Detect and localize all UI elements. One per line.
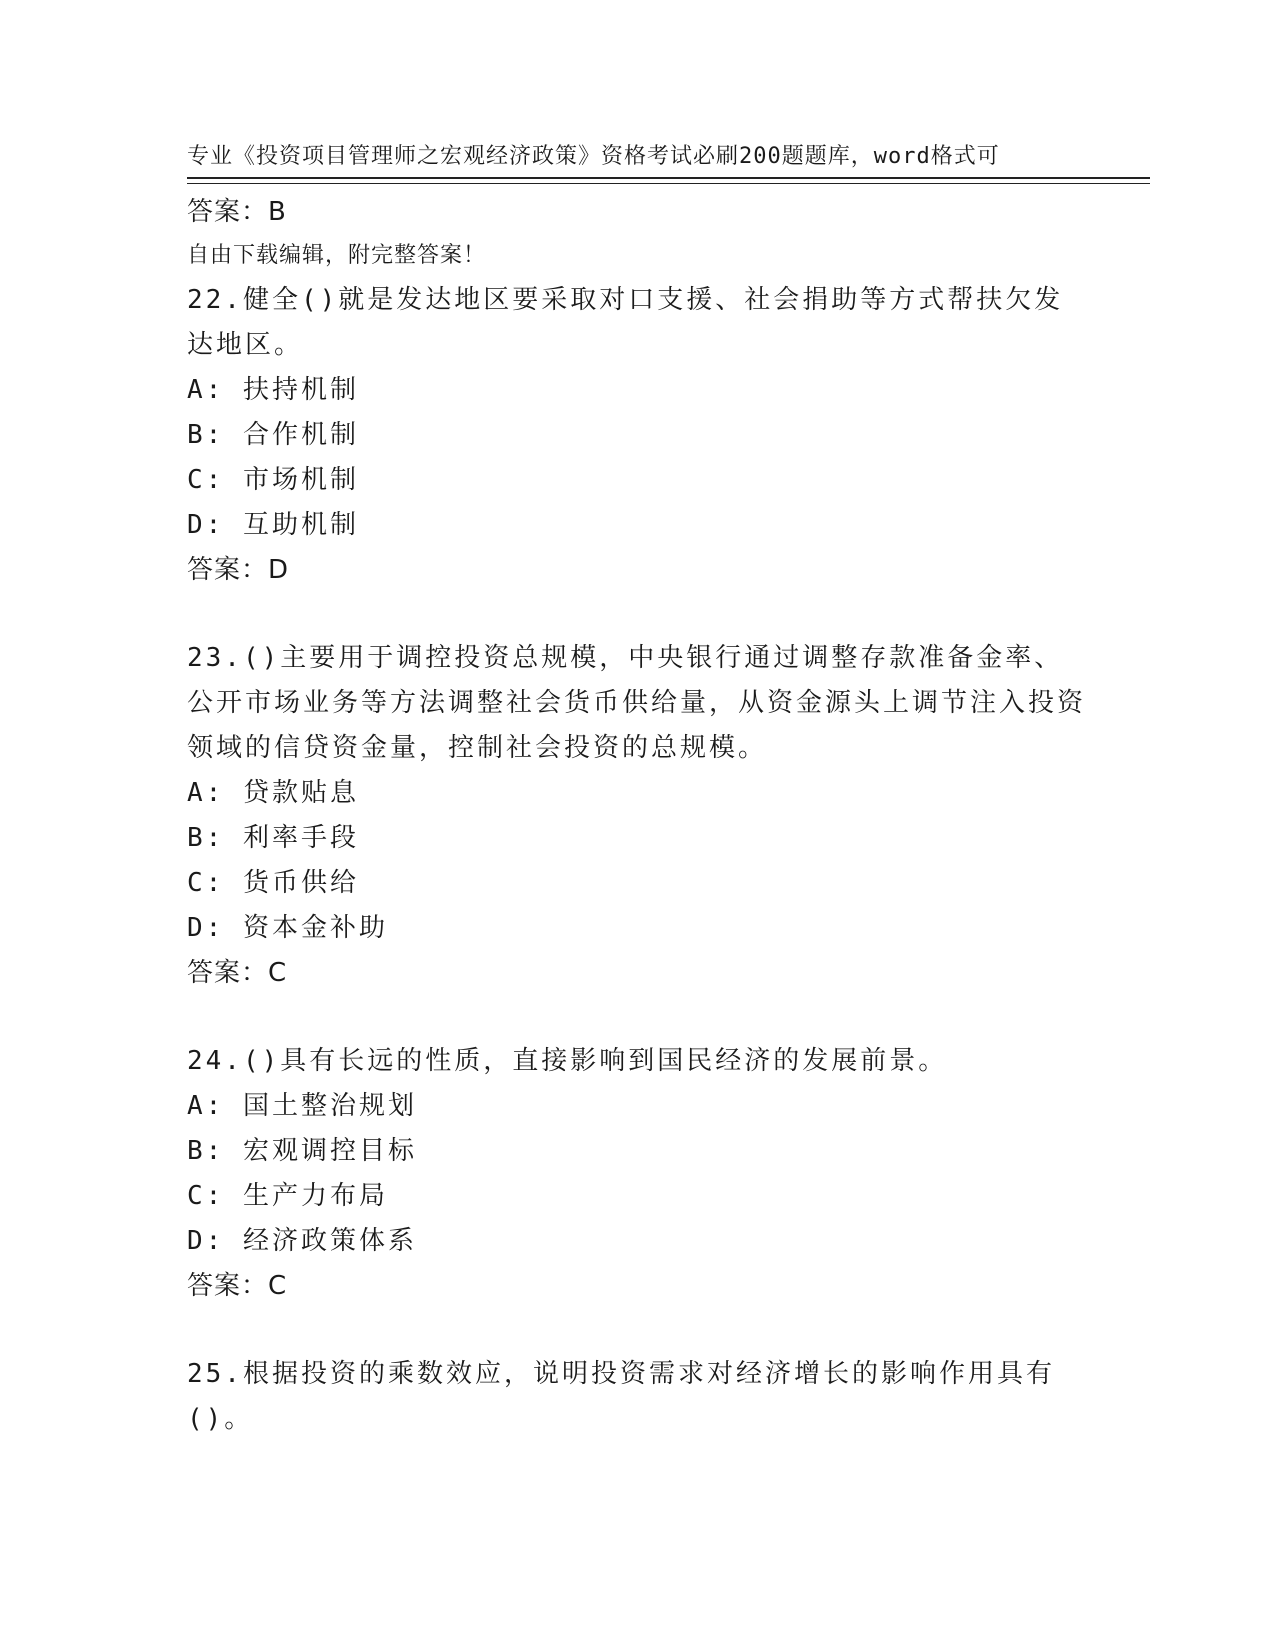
question-answer: 答案：C <box>187 958 288 988</box>
option-c: C: 市场机制 <box>187 465 359 495</box>
question-stem: 22.健全()就是发达地区要采取对口支援、社会捐助等方式帮扶欠发达地区。 <box>187 285 1064 360</box>
option-a: A: 贷款贴息 <box>187 778 359 808</box>
option-b: B: 利率手段 <box>187 823 359 853</box>
option-b: B: 宏观调控目标 <box>187 1136 417 1166</box>
question-stem: 24.()具有长远的性质，直接影响到国民经济的发展前景。 <box>187 1046 948 1076</box>
question-22 <box>187 278 1087 592</box>
question-stem: 25.根据投资的乘数效应，说明投资需求对经济增长的影响作用具有()。 <box>187 1359 1055 1434</box>
question-24 <box>187 1039 1087 1308</box>
question-23 <box>187 636 1087 995</box>
option-c: C: 生产力布局 <box>187 1181 388 1211</box>
option-d: D: 资本金补助 <box>187 913 388 943</box>
question-list <box>187 190 1087 1442</box>
previous-answer: 答案：B <box>187 197 287 227</box>
question-stem: 23.()主要用于调控投资总规模，中央银行通过调整存款准备金率、公开市场业务等方法调整社会货币供给量，从资金源头上调节注入投资领域的信贷资金量，控制社会投资的总规模。 <box>187 643 1087 763</box>
question-answer: 答案：C <box>187 1271 288 1301</box>
question-answer: 答案：D <box>187 555 290 585</box>
header-rule-thick <box>187 177 1150 179</box>
header-line-1: 专业《投资项目管理师之宏观经济政策》资格考试必刷200题题库，word格式可 <box>187 144 1000 169</box>
option-c: C: 货币供给 <box>187 868 359 898</box>
option-a: A: 国土整治规划 <box>187 1091 417 1121</box>
option-a: A: 扶持机制 <box>187 375 359 405</box>
question-25 <box>187 1352 1087 1442</box>
header-rule-thin <box>187 183 1150 184</box>
header-line-2: 自由下载编辑，附完整答案！ <box>187 243 487 268</box>
option-d: D: 互助机制 <box>187 510 359 540</box>
option-d: D: 经济政策体系 <box>187 1226 417 1256</box>
option-b: B: 合作机制 <box>187 420 359 450</box>
